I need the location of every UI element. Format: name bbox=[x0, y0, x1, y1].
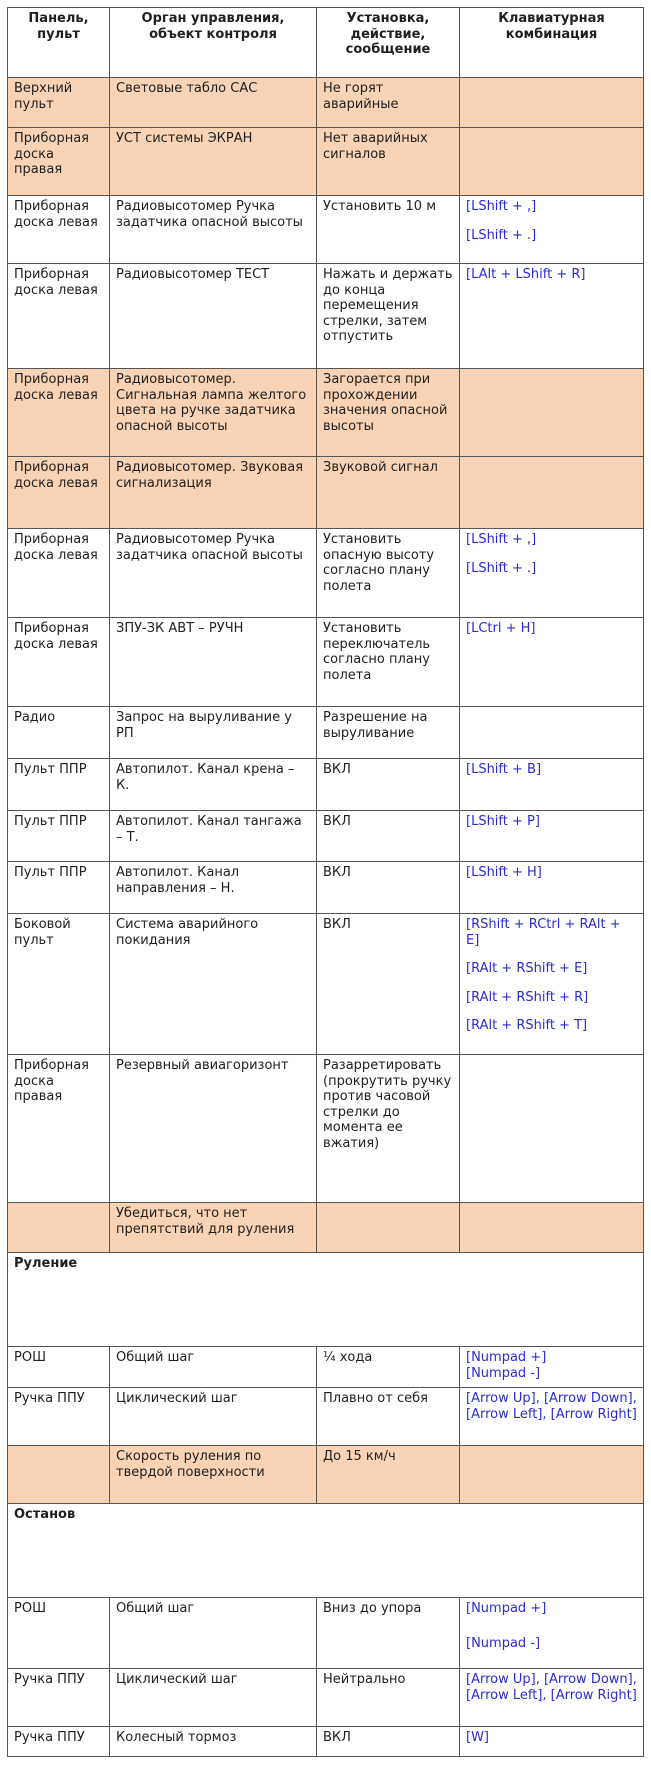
key-combo: [LShift + ,] bbox=[466, 199, 537, 214]
header-action: Установка, действие, сообщение bbox=[317, 8, 460, 78]
key-combo: [LShift + .] bbox=[466, 227, 537, 243]
cell-action: Разарретировать (прокрутить ручку против часовой стрелки до момента ее вжатия) bbox=[317, 1055, 460, 1203]
table-row bbox=[8, 78, 644, 128]
cell-action: Звуковой сигнал bbox=[317, 457, 460, 529]
cell-control: Автопилот. Канал крена – К. bbox=[110, 759, 317, 811]
section-title: Руление bbox=[8, 1253, 644, 1347]
key-combo: [LShift + P] bbox=[466, 814, 540, 829]
cell-action: ВКЛ bbox=[317, 1727, 460, 1757]
cell-panel: Ручка ППУ bbox=[8, 1727, 110, 1757]
cell-control: ЗПУ-ЗК АВТ – РУЧН bbox=[110, 618, 317, 707]
cell-panel: Верхний пульт bbox=[8, 78, 110, 128]
table-row bbox=[8, 1598, 644, 1669]
cell-control: Радиовысотомер. Звуковая сигнализация bbox=[110, 457, 317, 529]
table-row bbox=[8, 914, 644, 1055]
cell-control: Резервный авиагоризонт bbox=[110, 1055, 317, 1203]
cell-panel: Пульт ППР bbox=[8, 862, 110, 914]
cell-control: Запрос на выруливание у РП bbox=[110, 707, 317, 759]
table-row bbox=[8, 1055, 644, 1203]
header-panel: Панель, пульт bbox=[8, 8, 110, 78]
cell-keys bbox=[460, 1446, 644, 1504]
cell-control: Колесный тормоз bbox=[110, 1727, 317, 1757]
cell-panel bbox=[8, 1446, 110, 1504]
cell-panel: РОШ bbox=[8, 1347, 110, 1388]
cell-action: Плавно от себя bbox=[317, 1388, 460, 1446]
cell-action: ВКЛ bbox=[317, 759, 460, 811]
cell-panel: Приборная доска левая bbox=[8, 457, 110, 529]
cell-keys bbox=[460, 759, 644, 811]
key-combo: [LAlt + LShift + R] bbox=[466, 267, 586, 282]
cell-keys bbox=[460, 707, 644, 759]
cell-control: Автопилот. Канал направления – Н. bbox=[110, 862, 317, 914]
cell-panel: Приборная доска левая bbox=[8, 529, 110, 618]
table-row bbox=[8, 1347, 644, 1388]
table-row bbox=[8, 1727, 644, 1757]
cell-panel: РОШ bbox=[8, 1598, 110, 1669]
cell-action: До 15 км/ч bbox=[317, 1446, 460, 1504]
table-row bbox=[8, 529, 644, 618]
key-combo: [RAlt + RShift + T] bbox=[466, 1018, 588, 1033]
cell-control: Общий шаг bbox=[110, 1347, 317, 1388]
table-row bbox=[8, 196, 644, 264]
cell-panel: Приборная доска правая bbox=[8, 1055, 110, 1203]
key-combo: [LShift + .] bbox=[466, 560, 537, 576]
cell-keys bbox=[460, 529, 644, 618]
cell-keys bbox=[460, 914, 644, 1055]
cell-action: Установить опасную высоту согласно плану полета bbox=[317, 529, 460, 618]
table-row bbox=[8, 1669, 644, 1727]
cell-action: Нет аварийных сигналов bbox=[317, 128, 460, 196]
section-title: Останов bbox=[8, 1504, 644, 1598]
section-header-stop bbox=[8, 1504, 644, 1598]
table-row bbox=[8, 1203, 644, 1253]
cell-panel: Пульт ППР bbox=[8, 811, 110, 862]
cell-keys bbox=[460, 369, 644, 457]
table-row bbox=[8, 128, 644, 196]
key-combo: [Numpad +] bbox=[466, 1601, 547, 1616]
key-combo: [LShift + ,] bbox=[466, 532, 537, 547]
cell-action: ВКЛ bbox=[317, 862, 460, 914]
cell-action: ВКЛ bbox=[317, 914, 460, 1055]
cell-keys bbox=[460, 128, 644, 196]
cell-action: Не горят аварийные bbox=[317, 78, 460, 128]
cell-keys bbox=[460, 811, 644, 862]
cell-action: Вниз до упора bbox=[317, 1598, 460, 1669]
cell-control: Радиовысотомер ТЕСТ bbox=[110, 264, 317, 369]
key-combo: [RAlt + RShift + E] bbox=[466, 961, 588, 976]
cell-keys bbox=[460, 78, 644, 128]
table-row bbox=[8, 811, 644, 862]
section-header-taxiing bbox=[8, 1253, 644, 1347]
table-row bbox=[8, 707, 644, 759]
cell-control: Циклический шаг bbox=[110, 1669, 317, 1727]
cell-panel bbox=[8, 1203, 110, 1253]
cell-keys bbox=[460, 1598, 644, 1669]
cell-panel: Приборная доска левая bbox=[8, 264, 110, 369]
cell-keys bbox=[460, 862, 644, 914]
cell-panel: Приборная доска левая bbox=[8, 369, 110, 457]
key-combo: [LCtrl + H] bbox=[466, 621, 536, 636]
cell-control: Радиовысотомер. Сигнальная лампа желтого цвета на ручке задатчика опасной высоты bbox=[110, 369, 317, 457]
cell-keys bbox=[460, 196, 644, 264]
cell-action: Установить 10 м bbox=[317, 196, 460, 264]
cell-panel: Приборная доска левая bbox=[8, 618, 110, 707]
cell-panel: Приборная доска левая bbox=[8, 196, 110, 264]
header-control: Орган управления, объект контроля bbox=[110, 8, 317, 78]
cell-keys bbox=[460, 457, 644, 529]
cell-keys bbox=[460, 1347, 644, 1388]
cell-panel: Приборная доска правая bbox=[8, 128, 110, 196]
cell-control: Радиовысотомер Ручка задатчика опасной высоты bbox=[110, 529, 317, 618]
cell-panel: Пульт ППР bbox=[8, 759, 110, 811]
table-row bbox=[8, 1388, 644, 1446]
table-row bbox=[8, 264, 644, 369]
cell-keys bbox=[460, 1055, 644, 1203]
cell-control: Общий шаг bbox=[110, 1598, 317, 1669]
table-row bbox=[8, 1446, 644, 1504]
cell-control: Радиовысотомер Ручка задатчика опасной высоты bbox=[110, 196, 317, 264]
cell-action: Разрешение на выруливание bbox=[317, 707, 460, 759]
checklist-table bbox=[7, 7, 644, 1757]
key-combo: [Numpad -] bbox=[466, 1635, 541, 1651]
cell-keys bbox=[460, 1727, 644, 1757]
header-row bbox=[8, 8, 644, 78]
cell-control: Циклический шаг bbox=[110, 1388, 317, 1446]
cell-control: Система аварийного покидания bbox=[110, 914, 317, 1055]
cell-keys bbox=[460, 618, 644, 707]
cell-panel: Ручка ППУ bbox=[8, 1388, 110, 1446]
key-combo: [LShift + B] bbox=[466, 762, 542, 777]
cell-keys bbox=[460, 264, 644, 369]
key-combo: [Numpad -] bbox=[466, 1365, 541, 1381]
cell-control: Световые табло САС bbox=[110, 78, 317, 128]
table-row bbox=[8, 618, 644, 707]
cell-keys bbox=[460, 1203, 644, 1253]
cell-action: ВКЛ bbox=[317, 811, 460, 862]
key-combo: [W] bbox=[466, 1730, 489, 1745]
cell-action: Загорается при прохождении значения опасной высоты bbox=[317, 369, 460, 457]
table-row bbox=[8, 759, 644, 811]
cell-panel: Радио bbox=[8, 707, 110, 759]
cell-action: Нейтрально bbox=[317, 1669, 460, 1727]
cell-control: Скорость руления по твердой поверхности bbox=[110, 1446, 317, 1504]
cell-control: УСТ системы ЭКРАН bbox=[110, 128, 317, 196]
cell-keys: [Arrow Up], [Arrow Down], [Arrow Left], [Arrow Right] bbox=[460, 1669, 644, 1727]
table-row bbox=[8, 862, 644, 914]
key-combo: [Numpad +] bbox=[466, 1350, 547, 1365]
cell-control: Автопилот. Канал тангажа – Т. bbox=[110, 811, 317, 862]
cell-control: Убедиться, что нет препятствий для руления bbox=[110, 1203, 317, 1253]
key-combo: [LShift + H] bbox=[466, 865, 542, 880]
cell-action: ¼ хода bbox=[317, 1347, 460, 1388]
table-row bbox=[8, 457, 644, 529]
cell-action: Нажать и держать до конца перемещения стрелки, затем отпустить bbox=[317, 264, 460, 369]
cell-panel: Боковой пульт bbox=[8, 914, 110, 1055]
key-combo: [RAlt + RShift + R] bbox=[466, 989, 589, 1005]
cell-keys: [Arrow Up], [Arrow Down], [Arrow Left], [Arrow Right] bbox=[460, 1388, 644, 1446]
header-keys: Клавиатурная комбинация bbox=[460, 8, 644, 78]
key-combo: [RShift + RCtrl + RAlt + E] bbox=[466, 917, 621, 948]
cell-action bbox=[317, 1203, 460, 1253]
table-row bbox=[8, 369, 644, 457]
cell-panel: Ручка ППУ bbox=[8, 1669, 110, 1727]
cell-action: Установить переключатель согласно плану полета bbox=[317, 618, 460, 707]
